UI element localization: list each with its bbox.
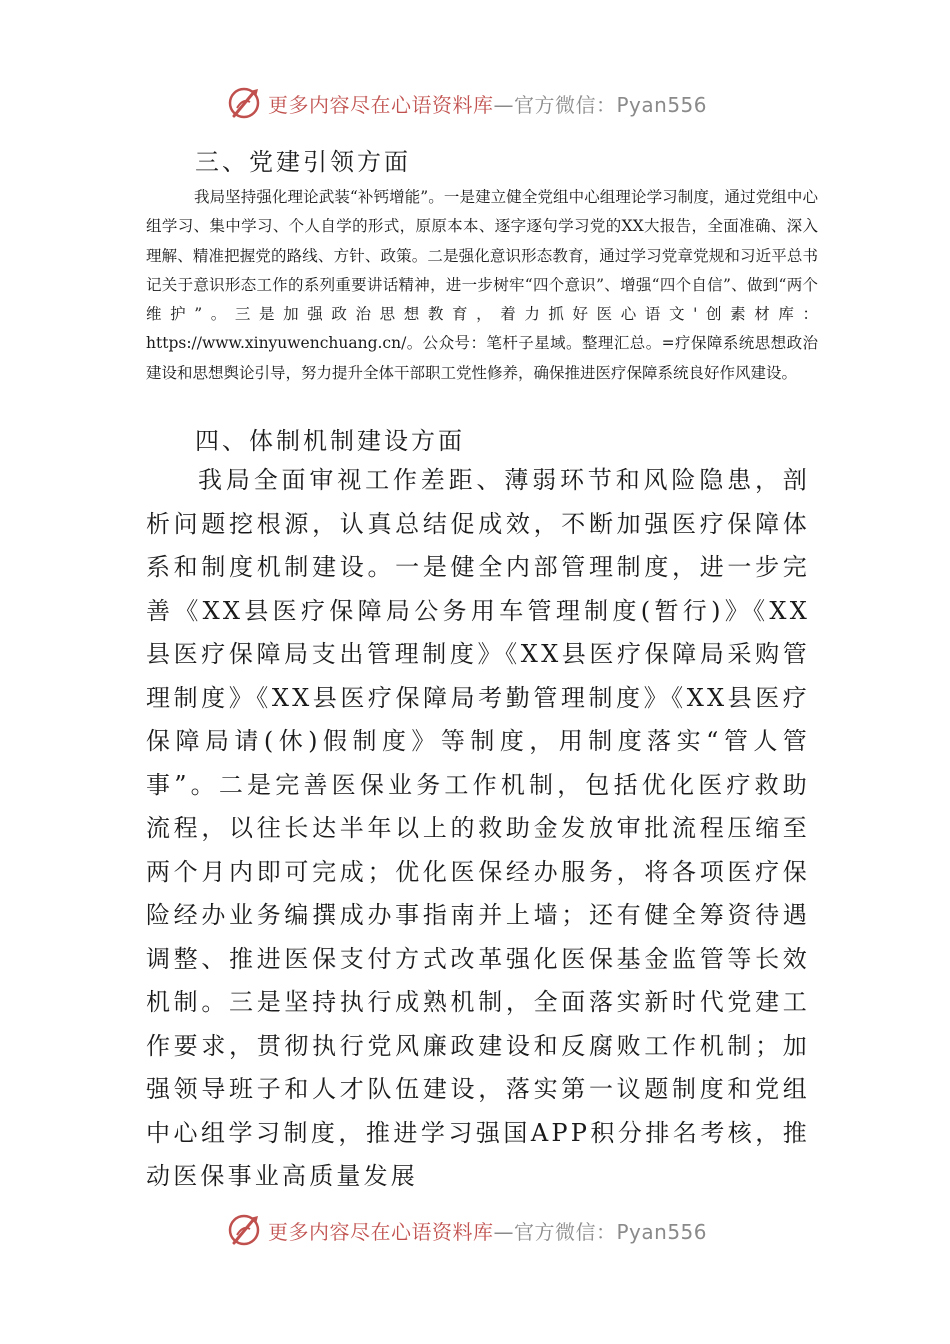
watermark-text (268, 1216, 707, 1245)
section3-paragraph: 我局坚持强化理论武装“补钙增能”。一是建立健全党组中心组理论学习制度，通过党组中心组学习、集中学习、个人自学的形式，原原本本、逐字逐句学习党的XX大报告，全面准确、深入理解、精准把握党的路线、方针、政策。二是强化意识形态教育，通过学习党章党规和习近平总书记关于意识形态工作的系列重要讲话精神，进一步树牢“四个意识”、增强“四个自信”、做到“两个维护”。三是加强政治思想教育，着力抓好医心语文'创素材库：https://www.xinyuwenchuang.cn/。公众号：笔杆子星域。整理汇总。=疗保障系统思想政治建设和思想舆论引导，努力提升全体干部职工党性修养，确保推进医疗保障系统良好作风建设。 (146, 188, 818, 382)
section4-paragraph: 我局全面审视工作差距、薄弱环节和风险隐患，剖析问题挖根源，认真总结促成效，不断加强医疗保障体系和制度机制建设。一是健全内部管理制度，进一步完善《XX县医疗保障局公务用车管理制度(暂行)》《XX县医疗保障局支出管理制度》《XX县医疗保障局采购管理制度》《XX县医疗保障局考勤管理制度》《XX县医疗保障局请(休)假制度》等制度，用制度落实“管人管事”。二是完善医保业务工作机制，包括优化医疗救助流程，以往长达半年以上的救助金发放审批流程压缩至两个月内即可完成；优化医保经办服务，将各项医疗保险经办业务编撰成办事指南并上墙；还有健全筹资待遇调整、推进医保支付方式改革强化医保基金监管等长效机制。三是坚持执行成熟机制，全面落实新时代党建工作要求，贯彻执行党风廉政建设和反腐败工作机制；加强领导班子和人才队伍建设，落实第一议题制度和党组中心组学习制度，推进学习强国APP积分排名考核，推动医保事业高质量发展 (146, 466, 810, 1190)
watermark-dash: — (493, 92, 514, 117)
watermark-contact: 官方微信：Pyan556 (514, 1219, 708, 1244)
section4-heading: 四、体制机制建设方面 (195, 427, 465, 455)
watermark-text (268, 89, 707, 118)
footer-watermark-banner (228, 1212, 707, 1248)
pen-logo-icon (228, 86, 262, 120)
watermark-brand: 更多内容尽在心语资料库 (268, 92, 494, 117)
watermark-dash: — (493, 1219, 514, 1244)
pen-logo-icon (228, 1213, 262, 1247)
watermark-contact: 官方微信：Pyan556 (514, 92, 708, 117)
section3-heading: 三、党建引领方面 (195, 148, 411, 176)
watermark-brand: 更多内容尽在心语资料库 (268, 1219, 494, 1244)
header-watermark-banner (228, 85, 707, 121)
